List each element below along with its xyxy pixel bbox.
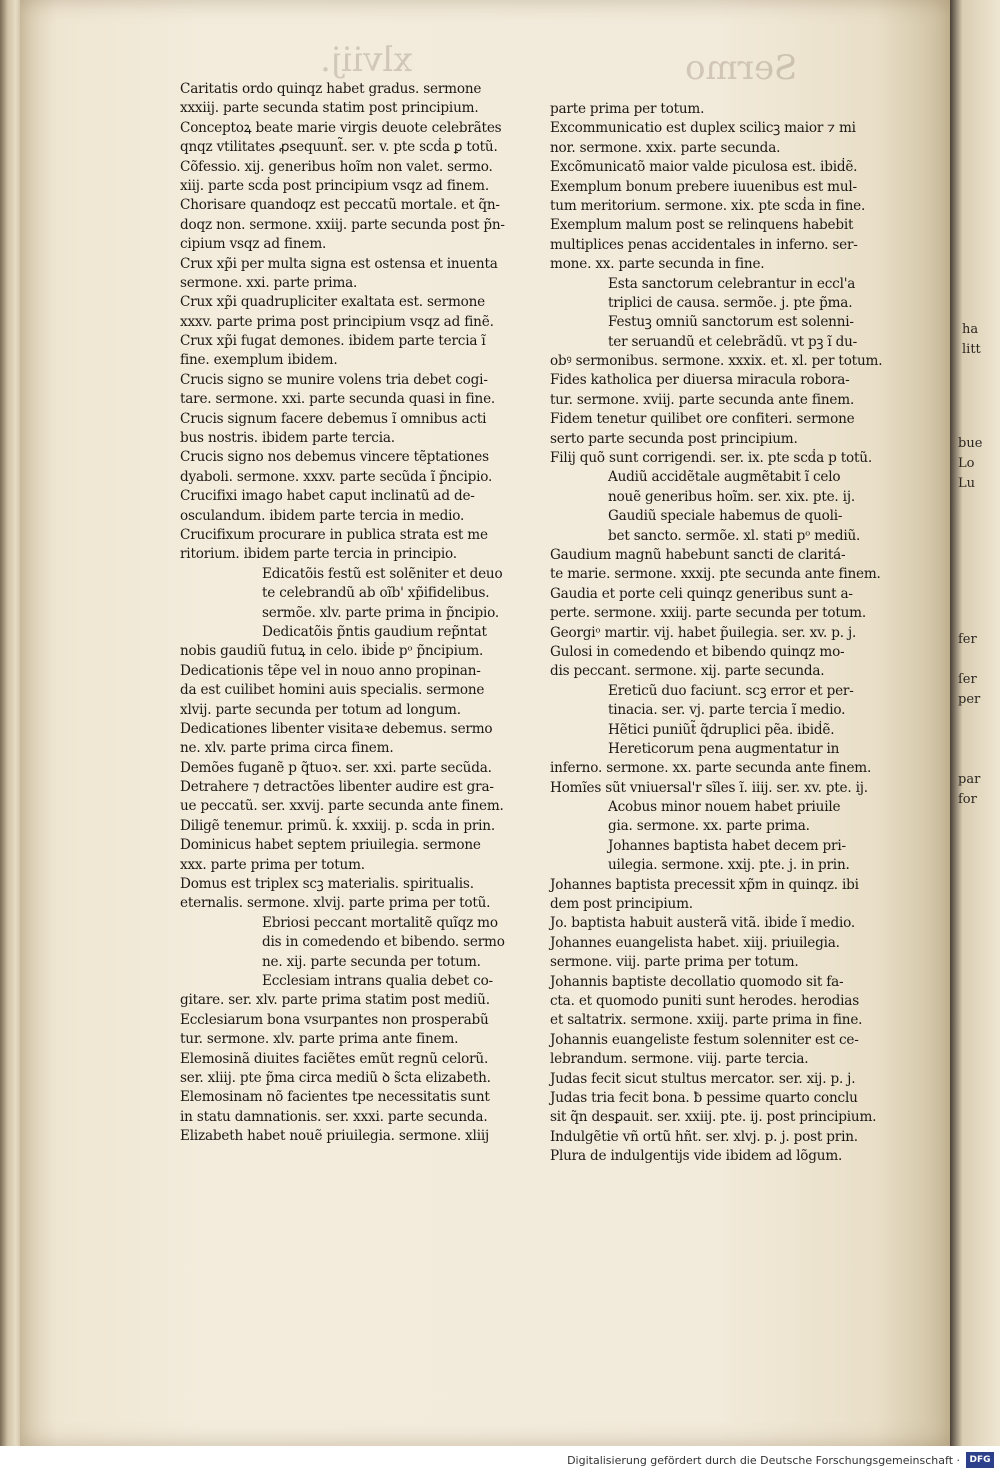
text-line: serto parte secunda post principium.: [550, 430, 798, 447]
text-line: xiij. parte scḋa post principium vsqz ad finem.: [180, 177, 489, 194]
text-line: Festuꝫ omniũ sanctorum est solenni-: [608, 314, 854, 331]
text-line: dis peccant. sermone. xij. parte secunda.: [550, 663, 825, 680]
text-line: Filij quõ sunt corrigendi. ser. ix. pte scḋa p totũ.: [550, 450, 872, 467]
text-line: obꝰ sermonibus. sermone. xxxix. et. xl. per totum.: [550, 353, 883, 370]
text-line: tum meritorium. sermone. xix. pte scḋa in fine.: [550, 197, 866, 214]
text-line: dis in comedendo et bibendo. sermo: [262, 934, 505, 951]
text-line: fine. exemplum ibidem.: [180, 352, 338, 369]
text-line: Demões fuganẽ p q̃tuoꝛ. ser. xxi. parte secũda.: [180, 759, 492, 776]
dfg-logo: DFG: [966, 1452, 994, 1468]
text-line: Detrahere ⁊ detractões libenter audire est gra-: [180, 779, 494, 796]
text-line: Crux xp̃i fugat demones. ibidem parte tercia ĩ: [180, 333, 486, 350]
margin-fragment: ſer: [958, 672, 977, 687]
text-line: Caritatis ordo quinqz habet gradus. sermone: [180, 81, 482, 97]
text-line: cipium vsqz ad finem.: [180, 236, 327, 253]
footer-bar: [0, 1446, 1000, 1476]
text-line: ter seruandũ et celebrãdũ. vt pꝫ ĩ du-: [608, 333, 858, 350]
text-line: xxxiij. parte secunda statim post principium.: [180, 100, 479, 117]
text-line: tur. sermone. xlv. parte prima ante finem.: [180, 1031, 459, 1048]
text-line: Domus est triplex scꝫ materialis. spiritualis.: [180, 876, 474, 893]
text-line: Dedicationes libenter visitaꝛe debemus. sermo: [180, 720, 493, 737]
text-line: cta. et quomodo puniti sunt herodes. herodias: [550, 992, 859, 1009]
text-line: Gaudiũ speciale habemus de quoli-: [608, 508, 843, 525]
text-line: Crux xp̃i quadrupliciter exaltata est. sermone: [180, 294, 486, 311]
text-line: sit q̃n desꝑauit. ser. xxiij. pte. ij. post principium.: [550, 1109, 877, 1126]
text-line: Georgiᵒ martir. vij. habet p̃uilegia. ser. xv. p. j.: [550, 624, 857, 641]
text-line: Johannis baptiste decollatio quomodo sit fa-: [550, 973, 844, 990]
text-line: Gulosi in comedendo et bibendo quinqz mo-: [550, 643, 845, 660]
text-line: Ecclesiarum bona vsurpantes non prosperabũ: [180, 1011, 489, 1028]
text-line: Crucifixum procurare in publica strata est me: [180, 526, 488, 543]
text-line: nobis gaudiũ futuꝝ in celo. ibiḋe pᵒ p̃ncipium.: [180, 643, 484, 660]
text-line: ue peccatũ. ser. xxvij. parte secunda ante finem.: [180, 798, 504, 815]
margin-fragment: litt: [962, 342, 981, 357]
text-column-left: [180, 80, 550, 1146]
text-line: bus nostris. ibidem parte tercia.: [180, 430, 395, 447]
text-line: xlvij. parte secunda per totum ad longum.: [180, 701, 461, 718]
text-line: Excõmunicatõ maior valde piculosa est. ibiḋẽ.: [550, 159, 858, 176]
text-line: ser. xliij. pte p̃ma circa mediũ ꝺ s̃cta elizabeth.: [180, 1069, 491, 1086]
text-line: dyaboli. sermone. xxxv. parte secũda ĩ p̃ncipio.: [180, 468, 493, 485]
margin-fragment: per: [958, 692, 981, 707]
text-line: Audiũ accidẽtale augmẽtabit ĩ celo: [608, 469, 841, 486]
text-line: Esta sanctorum celebrantur in eccl'a: [608, 275, 856, 292]
text-line: Johannis euangeliste festum solenniter est ce-: [550, 1031, 859, 1048]
margin-fragment: bue: [958, 436, 983, 451]
text-line: Johannes baptista habet decem pri-: [608, 837, 846, 854]
text-line: sermõe. xlv. parte prima in p̃ncipio.: [262, 604, 499, 621]
text-line: Hẽtici puniũt̃ q̃druplici pẽa. ibiḋẽ.: [608, 721, 835, 738]
text-line: qnqz vtilitates ꝓsequunt̃. ser. v. pte scḋa ꝑ totũ.: [180, 139, 498, 156]
text-line: Ebriosi peccant mortalitẽ quĩqz mo: [262, 914, 498, 931]
text-line: gitare. ser. xlv. parte prima statim post mediũ.: [180, 992, 490, 1009]
text-line: tare. sermone. xxi. parte secunda quasi in fine.: [180, 391, 496, 408]
text-line: Judas fecit sicut stultus mercator. ser. xij. p. j.: [550, 1070, 856, 1087]
text-line: doqz non. sermone. xxiij. parte secunda post p̃n-: [180, 216, 505, 233]
text-line: Elizabeth habet nouẽ priuilegia. sermone. xliij: [180, 1128, 490, 1145]
text-line: lebrandum. sermone. viij. parte tercia.: [550, 1051, 809, 1068]
text-line: osculandum. ibidem parte tercia in medio.: [180, 507, 465, 524]
text-line: Acobus minor nouem habet priuile: [608, 799, 841, 816]
text-line: Excommunicatio est duplex scilicꝫ maior ⁊ mi: [550, 120, 856, 137]
text-line: nor. sermone. xxix. parte secunda.: [550, 139, 781, 156]
text-line: Dedicatõis p̃ntis gaudium rep̃ntat: [262, 623, 487, 640]
text-line: xxx. parte prima per totum.: [180, 856, 365, 873]
text-line: sermone. viij. parte prima per totum.: [550, 954, 799, 971]
text-line: te marie. sermone. xxxij. pte secunda ante finem.: [550, 566, 881, 583]
text-line: Exemplum bonum prebere iuuenibus est mul-: [550, 178, 857, 195]
text-line: Exemplum malum post se relinquens habebit: [550, 217, 854, 234]
text-line: Johannes euangelista habet. xiij. priuilegia.: [550, 934, 840, 951]
bleed-through-heading: Sermo: [685, 48, 798, 88]
text-line: Dominicus habet septem priuilegia. sermone: [180, 837, 481, 854]
margin-fragment: fer: [958, 632, 977, 647]
text-line: parte prima per totum.: [550, 101, 705, 117]
text-line: Fidem tenetur quilibet ore confiteri. sermone: [550, 411, 855, 428]
text-line: Diligẽ tenemur. primũ. ḱ. xxxiij. p. scḋa in prin.: [180, 817, 495, 834]
text-line: da est cuilibet homini auis specialis. sermone: [180, 682, 485, 699]
text-column-right: [550, 100, 920, 1166]
text-line: triplici de causa. sermõe. j. pte p̃ma.: [608, 294, 853, 311]
margin-fragment: Lo: [958, 456, 975, 471]
text-line: Johannes baptista precessit xp̃m in quinqz. ibi: [550, 876, 859, 893]
text-line: Jo. baptista habuit austerã vitã. ibiḋe ĩ medio.: [550, 915, 855, 932]
text-line: Fides katholica per diuersa miracula robora-: [550, 372, 850, 389]
margin-fragment: ha: [962, 322, 979, 337]
text-line: tur. sermone. xviij. parte secunda ante finem.: [550, 391, 855, 408]
text-line: Crucis signum facere debemus ĩ omnibus acti: [180, 410, 487, 427]
text-line: ritorium. ibidem parte tercia in principio.: [180, 546, 457, 563]
margin-fragment: par: [958, 772, 981, 787]
text-line: multiplices penas accidentales in inferno. ser-: [550, 236, 858, 253]
text-line: Ereticũ duo faciunt. scꝫ error et per-: [608, 682, 854, 699]
text-line: et saltatrix. sermone. xxiij. parte prima in fine.: [550, 1012, 863, 1029]
text-line: te celebrandũ ab oĩb' xp̃ifidelibus.: [262, 585, 490, 602]
text-line: Elemosinã diuites faciẽtes emũt regnũ celorũ.: [180, 1050, 489, 1067]
text-line: Cõfessio. xij. generibus hoĩm non valet. sermo.: [180, 158, 493, 175]
text-line: Crux xp̃i per multa signa est ostensa et inuenta: [180, 255, 498, 272]
adjacent-page-edge: [950, 0, 1000, 1446]
text-line: Hereticorum pena augmentatur in: [608, 740, 840, 757]
text-line: Elemosinam nõ facientes tpe necessitatis sunt: [180, 1089, 490, 1106]
bleed-through-folio: xlviij.: [320, 40, 413, 80]
text-line: Plura de indulgentijs vide ibidem ad lõgum.: [550, 1148, 843, 1165]
text-line: Crucis signo se munire volens tria debet cogi-: [180, 371, 488, 388]
text-line: mone. xx. parte secunda in fine.: [550, 256, 765, 273]
text-line: perte. sermone. xxiij. parte secunda per totum.: [550, 605, 866, 622]
text-line: Crucifixi imago habet caput inclinatũ ad de-: [180, 488, 475, 505]
text-line: ne. xij. parte secunda per totum.: [262, 953, 481, 970]
text-line: sermone. xxi. parte prima.: [180, 274, 358, 291]
text-line: Conceptoꝝ beate marie virgis deuote celebrãtes: [180, 119, 502, 136]
text-line: Chorisare quandoqz est peccatũ mortale. et q̃n-: [180, 197, 500, 214]
text-line: eternalis. sermone. xlvij. parte prima per totũ.: [180, 895, 491, 912]
footer-credit: Digitalisierung gefördert durch die Deutsche Forschungsgemeinschaft ·: [567, 1454, 960, 1467]
text-line: dem post principium.: [550, 896, 693, 913]
text-line: ne. xlv. parte prima circa finem.: [180, 740, 394, 757]
margin-fragment: Lu: [958, 476, 976, 491]
text-line: xxxv. parte prima post principium vsqz ad finẽ.: [180, 313, 494, 330]
text-line: tinacia. ser. vj. parte tercia ĩ medio.: [608, 702, 846, 719]
text-line: inferno. sermone. xx. parte secunda ante finem.: [550, 760, 872, 777]
text-line: Dedicationis tẽpe vel in nouo anno propinan-: [180, 662, 481, 679]
text-line: uilegia. sermone. xxij. pte. j. in prin.: [608, 857, 850, 874]
text-line: bet sancto. sermõe. xl. stati pᵒ mediũ.: [608, 527, 861, 544]
text-line: Crucis signo nos debemus vincere tẽptationes: [180, 449, 489, 466]
text-line: Gaudia et porte celi quinqz generibus sunt a-: [550, 585, 853, 602]
text-line: nouẽ generibus hoĩm. ser. xix. pte. ij.: [608, 488, 855, 505]
text-line: in statu damnationis. ser. xxxi. parte secunda.: [180, 1108, 488, 1125]
text-line: Edicatõis festũ est solẽniter et deuo: [262, 565, 503, 582]
text-line: Ecclesiam intrans qualia debet co-: [262, 972, 493, 989]
text-line: Gaudium magnũ habebunt sancti de claritá-: [550, 546, 846, 563]
text-line: Indulgẽtie vñ ortũ hñt. ser. xlvj. p. j. post prin.: [550, 1128, 858, 1145]
text-line: Judas tria fecit bona. ƀ pessime quarto conclu: [550, 1089, 858, 1106]
margin-fragment: for: [958, 792, 977, 807]
text-line: gia. sermone. xx. parte prima.: [608, 818, 810, 835]
text-line: Homĩes sũt vniuersal'r sĩles ĩ. iiij. ser. xv. pte. ij.: [550, 779, 868, 796]
